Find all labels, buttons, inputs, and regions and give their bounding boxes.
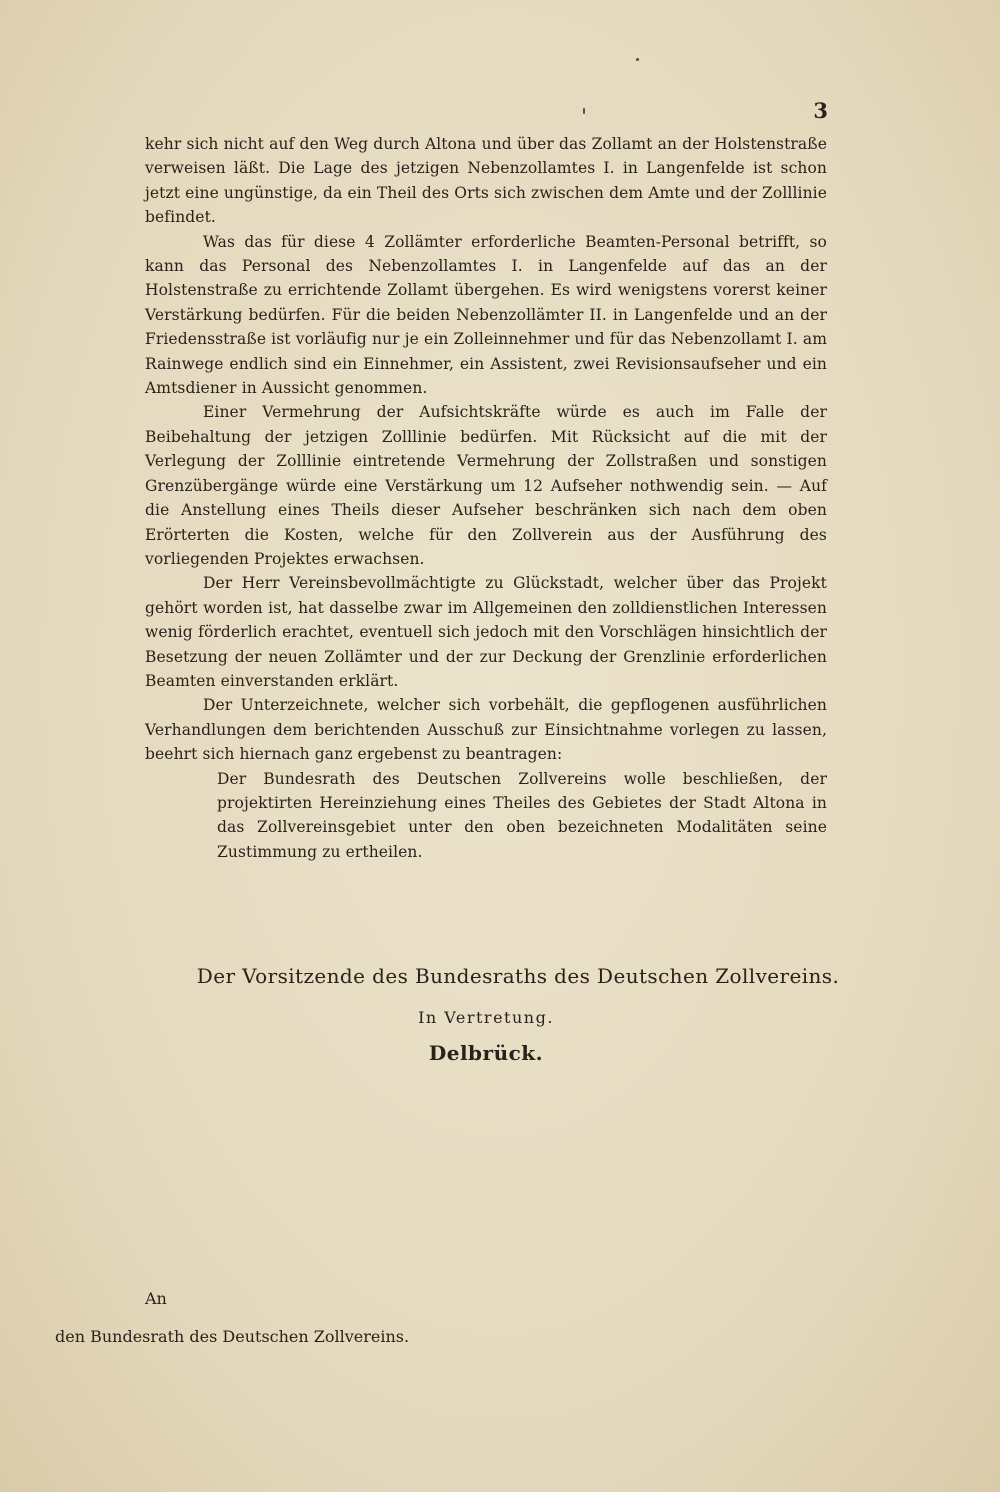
paragraph: Der Unterzeichnete, welcher sich vorbehält, die gepflogenen ausführlichen Verhandlungen dem berichtenden Ausschuß zur Einsichtnahme vorlegen zu lassen, beehrt sich hiernach ganz ergebenst zu beantragen:	[145, 696, 827, 764]
representation-note: In Vertretung.	[418, 1008, 554, 1027]
paragraph: Der Herr Vereinsbevollmächtigte zu Glückstadt, welcher über das Projekt gehört worden ist, hat dasselbe zwar im Allgemeinen den zolldienstlichen Interessen wenig förderlich erachtet, eventuell sich jedoch mit den Vorschlägen hinsichtlich der Besetzung der neuen Zollämter und der zur Deckung der Grenzlinie erforderlichen Beamten einverstanden erklärt.	[145, 574, 827, 690]
addressee-line: den Bundesrath des Deutschen Zollvereins.	[55, 1327, 410, 1346]
signatory-name: Delbrück.	[428, 1041, 544, 1065]
paper-speck	[583, 108, 585, 114]
paragraph: Einer Vermehrung der Aufsichtskräfte würde es auch im Falle der Beibehaltung der jetzigen Zolllinie bedürfen. Mit Rücksicht auf die mit der Verlegung der Zolllinie eintretende Vermehrung der Zollstraßen und sonstigen Grenzübergänge würde eine Verstärkung um 12 Aufseher nothwendig sein. — Auf die Anstellung eines Theils dieser Aufseher beschränken sich nach dem oben Erörterten die Kosten, welche für den Zollverein aus der Ausführung des vorliegenden Projektes erwachsen.	[145, 403, 827, 568]
addressee-line: An	[145, 1289, 167, 1308]
page-number: 3	[813, 98, 828, 123]
body-text	[145, 132, 827, 864]
addressee	[55, 1280, 409, 1356]
paper-speck	[636, 58, 639, 61]
signature-block	[145, 964, 935, 1065]
paragraph: Was das für diese 4 Zollämter erforderliche Beamten-Personal betrifft, so kann das Personal des Nebenzollamtes I. in Langenfelde auf das an der Holstenstraße zu errichtende Zollamt übergehen. Es wird wenigstens vorerst keiner Verstärkung bedürfen. Für die beiden Nebenzollämter II. in Langenfelde und an der Friedensstraße ist vorläufig nur je ein Zolleinnehmer und für das Nebenzollamt I. am Rainwege endlich sind ein Einnehmer, ein Assistent, zwei Revisionsaufseher und ein Amtsdiener in Aussicht genommen.	[145, 232, 827, 398]
paragraph: kehr sich nicht auf den Weg durch Altona und über das Zollamt an der Holstenstraße verweisen läßt. Die Lage des jetzigen Nebenzollamtes I. in Langenfelde ist schon jetzt eine ungünstige, da ein Theil des Orts sich zwischen dem Amte und der Zolllinie befindet.	[145, 135, 827, 227]
signatory-title: Der Vorsitzende des Bundesraths des Deutschen Zollvereins.	[196, 964, 840, 988]
motion-text: Der Bundesrath des Deutschen Zollvereins wolle beschließen, der projektirten Hereinziehung eines Theiles des Gebietes der Stadt Altona in das Zollvereinsgebiet unter den oben bezeichneten Modalitäten seine Zustimmung zu ertheilen.	[217, 769, 827, 861]
